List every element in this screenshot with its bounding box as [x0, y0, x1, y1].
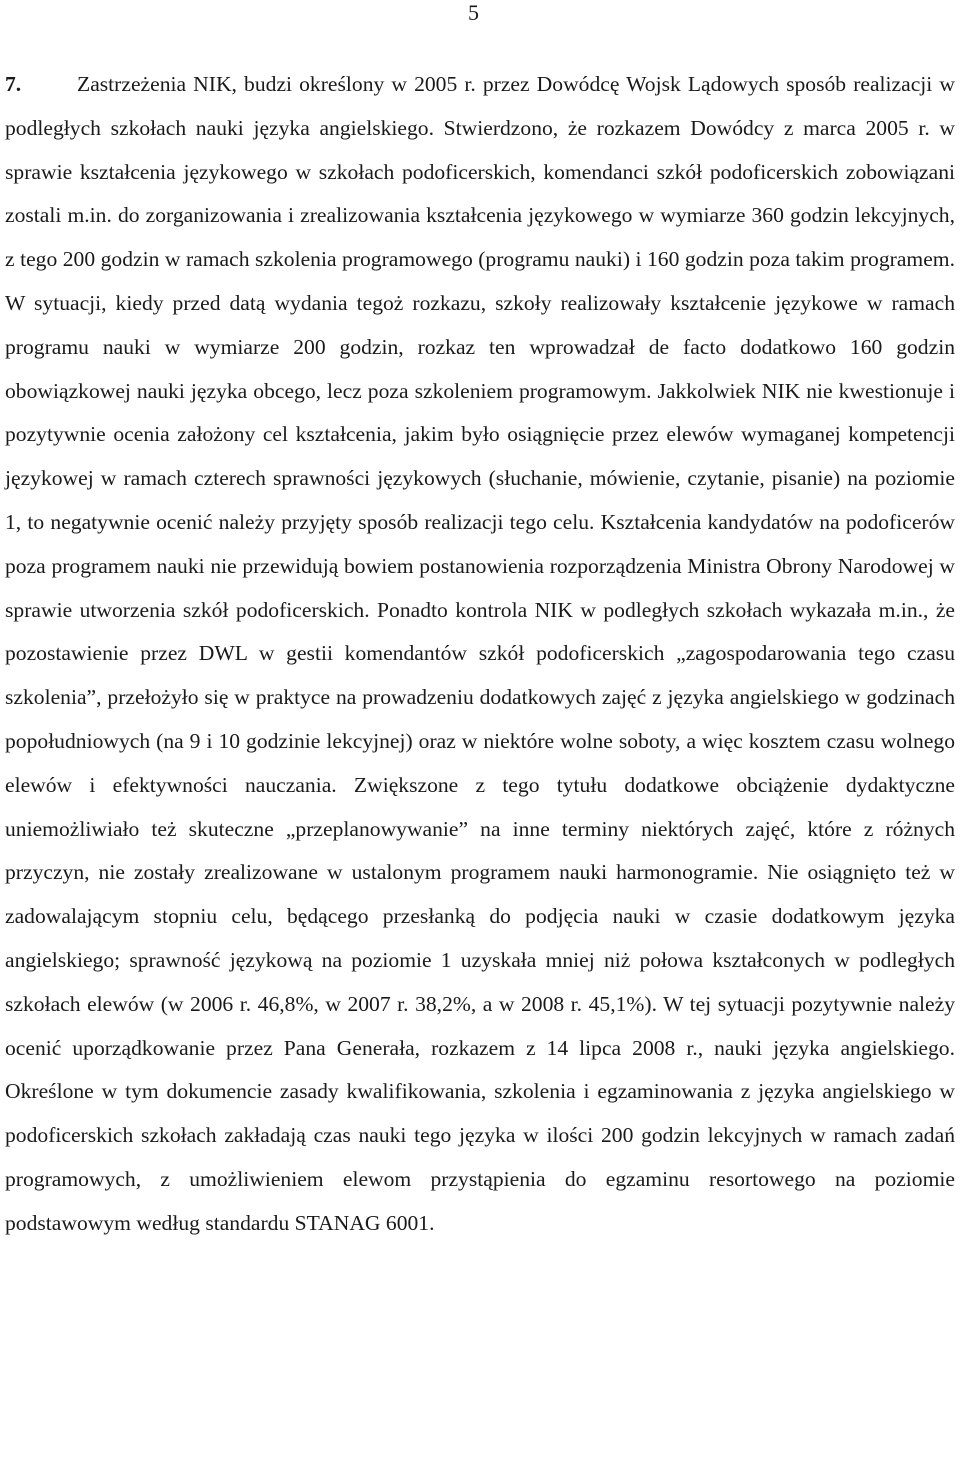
page-number: 5: [468, 0, 479, 25]
section-number: 7.: [5, 72, 22, 96]
body-paragraph: [5, 63, 955, 1246]
paragraph-text: Zastrzeżenia NIK, budzi określony w 2005 r. przez Dowódcę Wojsk Lądowych sposób realizacji w podległych szkołach nauki języka angielskiego. Stwierdzono, że rozkazem Dowódcy z marca 2005 r. w sprawie kształcenia językowego w szkołach podoficerskich, komendanci szkół podoficerskich zobowiązani zostali m.in. do zorganizowania i zrealizowania kształcenia językowego w wymiarze 360 godzin lekcyjnych, z tego 200 godzin w ramach szkolenia programowego (programu nauki) i 160 godzin poza takim programem. W sytuacji, kiedy przed datą wydania tegoż rozkazu, szkoły realizowały kształcenie językowe w ramach programu nauki w wymiarze 200 godzin, rozkaz ten wprowadzał de facto dodatkowo 160 godzin obowiązkowej nauki języka obcego, lecz poza szkoleniem programowym. Jakkolwiek NIK nie kwestionuje i pozytywnie ocenia założony cel kształcenia, jakim było osiągnięcie przez elewów wymaganej kompetencji językowej w ramach czterech sprawności językowych (słuchanie, mówienie, czytanie, pisanie) na poziomie 1, to negatywnie ocenić należy przyjęty sposób realizacji tego celu. Kształcenia kandydatów na podoficerów poza programem nauki nie przewidują bowiem postanowienia rozporządzenia Ministra Obrony Narodowej w sprawie utworzenia szkół podoficerskich. Ponadto kontrola NIK w podległych szkołach wykazała m.in., że pozostawienie przez DWL w gestii komendantów szkół podoficerskich „zagospodarowania tego czasu szkolenia”, przełożyło się w praktyce na prowadzeniu dodatkowych zajęć z języka angielskiego w godzinach popołudniowych (na 9 i 10 godzinie lekcyjnej) oraz w niektóre wolne soboty, a więc kosztem czasu wolnego elewów i efektywności nauczania. Zwiększone z tego tytułu dodatkowe obciążenie dydaktyczne uniemożliwiało też skuteczne „przeplanowywanie” na inne terminy niektórych zajęć, które z różnych przyczyn, nie zostały zrealizowane w ustalonym programem nauki harmonogramie. Nie osiągnięto też w zadowalającym stopniu celu, będącego przesłanką do podjęcia nauki w czasie dodatkowym języka angielskiego; sprawność językową na poziomie 1 uzyskała mniej niż połowa kształconych w podległych szkołach elewów (w 2006 r. 46,8%, w 2007 r. 38,2%, a w 2008 r. 45,1%). W tej sytuacji pozytywnie należy ocenić uporządkowanie przez Pana Generała, rozkazem z 14 lipca 2008 r., nauki języka angielskiego. Określone w tym dokumencie zasady kwalifikowania, szkolenia i egzaminowania z języka angielskiego w podoficerskich szkołach zakładają czas nauki tego języka w ilości 200 godzin lekcyjnych w ramach zadań programowych, z umożliwieniem elewom przystąpienia do egzaminu resortowego na poziomie podstawowym według standardu STANAG 6001.: [5, 72, 955, 1235]
